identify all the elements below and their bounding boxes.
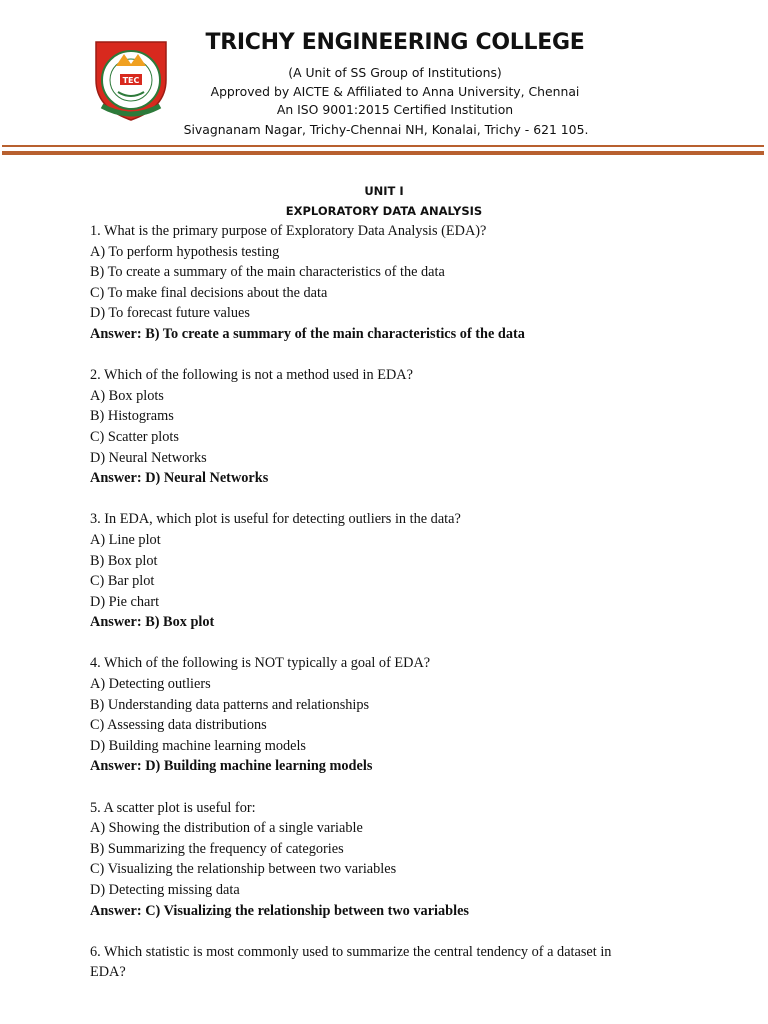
- answer-option: C) Assessing data distributions: [90, 717, 267, 734]
- letterhead: [0, 0, 768, 160]
- correct-answer: Answer: B) Box plot: [90, 614, 215, 631]
- correct-answer: Answer: D) Neural Networks: [90, 470, 269, 487]
- answer-option: B) Histograms: [90, 408, 174, 425]
- logo-text: TEC: [122, 76, 140, 85]
- question-text: 5. A scatter plot is useful for:: [90, 799, 256, 816]
- answer-option: A) To perform hypothesis testing: [90, 243, 280, 260]
- question-block: [90, 221, 650, 345]
- answer-option: A) Detecting outliers: [90, 676, 211, 693]
- answer-option: D) Detecting missing data: [90, 882, 240, 898]
- answer-option: D) To forecast future values: [90, 305, 250, 322]
- question-list: [90, 221, 650, 1004]
- correct-answer: Answer: D) Building machine learning models: [90, 758, 373, 775]
- answer-option: A) Showing the distribution of a single variable: [90, 820, 363, 837]
- header-divider-thick: [2, 151, 764, 155]
- certification-line: An ISO 9001:2015 Certified Institution: [276, 102, 514, 117]
- answer-option: D) Building machine learning models: [90, 737, 306, 754]
- institution-group: (A Unit of SS Group of Institutions): [288, 65, 502, 80]
- question-text: 3. In EDA, which plot is useful for detecting outliers in the data?: [90, 511, 461, 528]
- answer-option: A) Line plot: [90, 531, 161, 548]
- answer-option: B) Understanding data patterns and relationships: [90, 696, 370, 713]
- answer-option: C) To make final decisions about the data: [90, 284, 328, 301]
- answer-option: D) Pie chart: [90, 593, 160, 610]
- address-line: Sivagnanam Nagar, Trichy-Chennai NH, Konalai, Trichy - 621 105.: [183, 122, 589, 137]
- answer-option: C) Bar plot: [90, 573, 155, 590]
- question-block: [90, 798, 650, 922]
- answer-option: B) Summarizing the frequency of categories: [90, 840, 344, 857]
- question-block: [90, 653, 650, 777]
- unit-title: UNIT I: [364, 184, 404, 198]
- college-name: TRICHY ENGINEERING COLLEGE: [205, 30, 585, 55]
- unit-subtitle: EXPLORATORY DATA ANALYSIS: [285, 204, 483, 218]
- question-text: 4. Which of the following is NOT typically a goal of EDA?: [90, 655, 431, 672]
- answer-option: B) Box plot: [90, 552, 158, 569]
- question-text: 6. Which statistic is most commonly used to summarize the central tendency of a dataset in EDA?: [90, 943, 612, 981]
- question-text: 2. Which of the following is not a method used in EDA?: [90, 367, 413, 384]
- correct-answer: Answer: C) Visualizing the relationship between two variables: [90, 902, 469, 919]
- answer-option: C) Visualizing the relationship between two variables: [90, 861, 397, 878]
- question-text: 1. What is the primary purpose of Exploratory Data Analysis (EDA)?: [90, 223, 487, 239]
- header-divider-thin: [2, 145, 764, 147]
- answer-option: A) Box plots: [90, 387, 164, 404]
- answer-option: D) Neural Networks: [90, 449, 207, 466]
- question-block: [90, 509, 650, 633]
- question-block: [90, 942, 650, 983]
- college-logo: [88, 36, 174, 122]
- question-block: [90, 365, 650, 489]
- answer-option: C) Scatter plots: [90, 428, 179, 445]
- answer-option: B) To create a summary of the main characteristics of the data: [90, 264, 445, 281]
- affiliation-line: Approved by AICTE & Affiliated to Anna University, Chennai: [210, 84, 580, 99]
- correct-answer: Answer: B) To create a summary of the main characteristics of the data: [90, 325, 525, 342]
